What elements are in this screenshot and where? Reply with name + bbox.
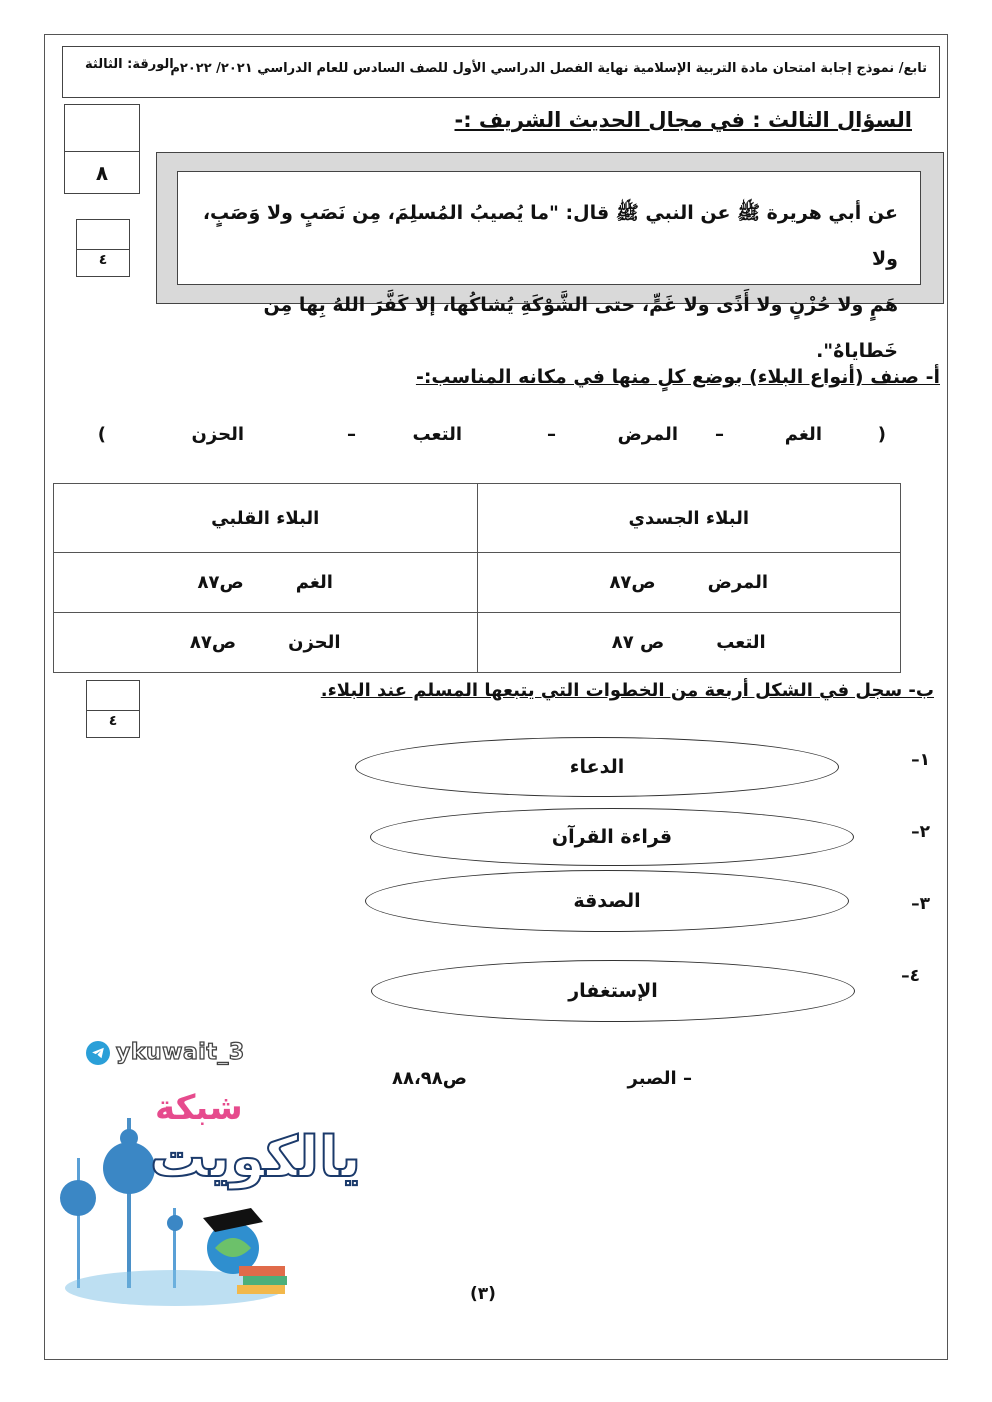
question-title: السؤال الثالث : في مجال الحديث الشريف :- [454, 108, 912, 132]
step-oval [371, 960, 855, 1022]
table-cell [54, 613, 478, 673]
options-row [92, 424, 900, 460]
table-cell [477, 553, 901, 613]
paper-number: الورقة: الثالثة [85, 57, 174, 72]
step-text: قراءة القرآن [551, 826, 673, 848]
step-oval [370, 808, 854, 866]
header-physical: البلاء الجسدي [477, 484, 901, 553]
page-number: (٣) [470, 1284, 496, 1304]
step-number: ٢– [911, 822, 930, 842]
classification-table [53, 483, 901, 673]
open-paren: ( [877, 424, 886, 445]
cell-page: ص٨٧ [609, 572, 656, 593]
logo-text-network: شبكة [155, 1088, 243, 1128]
section-b-title: ب- سجل في الشكل أربعة من الخطوات التي يتبعها المسلم عند البلاء. [320, 680, 934, 701]
cell-word: الحزن [288, 632, 341, 653]
hadith-inner-box [177, 171, 921, 362]
section-b-score-box [86, 680, 140, 738]
step-text: الصدقة [573, 890, 641, 912]
option-item: الغم [784, 424, 822, 445]
section-b-score: ٤ [108, 713, 118, 729]
cell-page: ص ٨٧ [611, 632, 665, 653]
section-a-score-box [76, 219, 130, 277]
extra-answer-page: ص٨٨،٩٨ [392, 1068, 468, 1089]
step-text: الإستغفار [568, 980, 658, 1002]
cell-page: ص٨٧ [197, 572, 244, 593]
exam-header [62, 46, 940, 98]
header-heart: البلاء القلبي [54, 484, 478, 553]
cell-word: المرض [707, 572, 769, 593]
logo-text-kuwait: يالكويت [150, 1125, 362, 1190]
score-divider [87, 710, 139, 711]
option-separator: – [347, 424, 356, 445]
telegram-plane-icon [91, 1046, 105, 1060]
option-separator: – [715, 424, 724, 445]
step-oval [355, 737, 839, 797]
section-a-score: ٤ [98, 252, 108, 268]
step-number: ٤– [901, 966, 920, 986]
cell-word: التعب [716, 632, 766, 653]
step-oval [365, 870, 849, 932]
step-number: ١– [911, 750, 930, 770]
table-cell [54, 553, 478, 613]
step-text: الدعاء [569, 756, 625, 778]
telegram-handle-text: ykuwait_3 [116, 1040, 245, 1065]
score-divider [77, 249, 129, 250]
close-paren: ) [97, 424, 106, 445]
question-total-score: ٨ [95, 161, 109, 185]
option-item: التعب [412, 424, 462, 445]
telegram-icon [86, 1041, 110, 1065]
hadith-text [192, 190, 898, 374]
extra-answer [392, 1068, 692, 1098]
hadith-line-2: هَمٍ ولا حُزْنٍ ولا أَذًى ولا غَمٍّ، حتى الشَّوْكَةِ يُشاكُها، إلا كَفَّرَ اللهُ بِها مِن خَطاياهُ". [263, 294, 898, 362]
hadith-line-1: عن أبي هريرة ﷺ عن النبي ﷺ قال: "ما يُصيبُ المُسلِمَ، مِن نَصَبٍ ولا وَصَبٍ، ولا [202, 202, 898, 270]
step-number: ٣– [911, 894, 930, 914]
table-cell [477, 613, 901, 673]
telegram-handle [86, 1040, 245, 1065]
cell-word: الغم [295, 572, 333, 593]
table-header-row [54, 484, 901, 553]
option-item: المرض [617, 424, 678, 445]
section-a-title: أ- صنف (أنواع البلاء) بوضع كلٍ منها في مكانه المناسب:- [415, 366, 940, 388]
table-row [54, 613, 901, 673]
option-separator: – [547, 424, 556, 445]
exam-header-title: تابع/ نموذج إجابة امتحان مادة التربية الإسلامية نهاية الفصل الدراسي الأول للصف السادس للعام الدراسي ٢٠٢١/ ٢٠٢٢م [170, 61, 927, 76]
extra-answer-text: – الصبر [627, 1068, 692, 1089]
table-row [54, 553, 901, 613]
cell-page: ص٨٧ [189, 632, 237, 653]
score-divider [65, 151, 139, 152]
question-score-box [64, 104, 140, 194]
hadith-frame [156, 152, 944, 362]
option-item: الحزن [191, 424, 244, 445]
